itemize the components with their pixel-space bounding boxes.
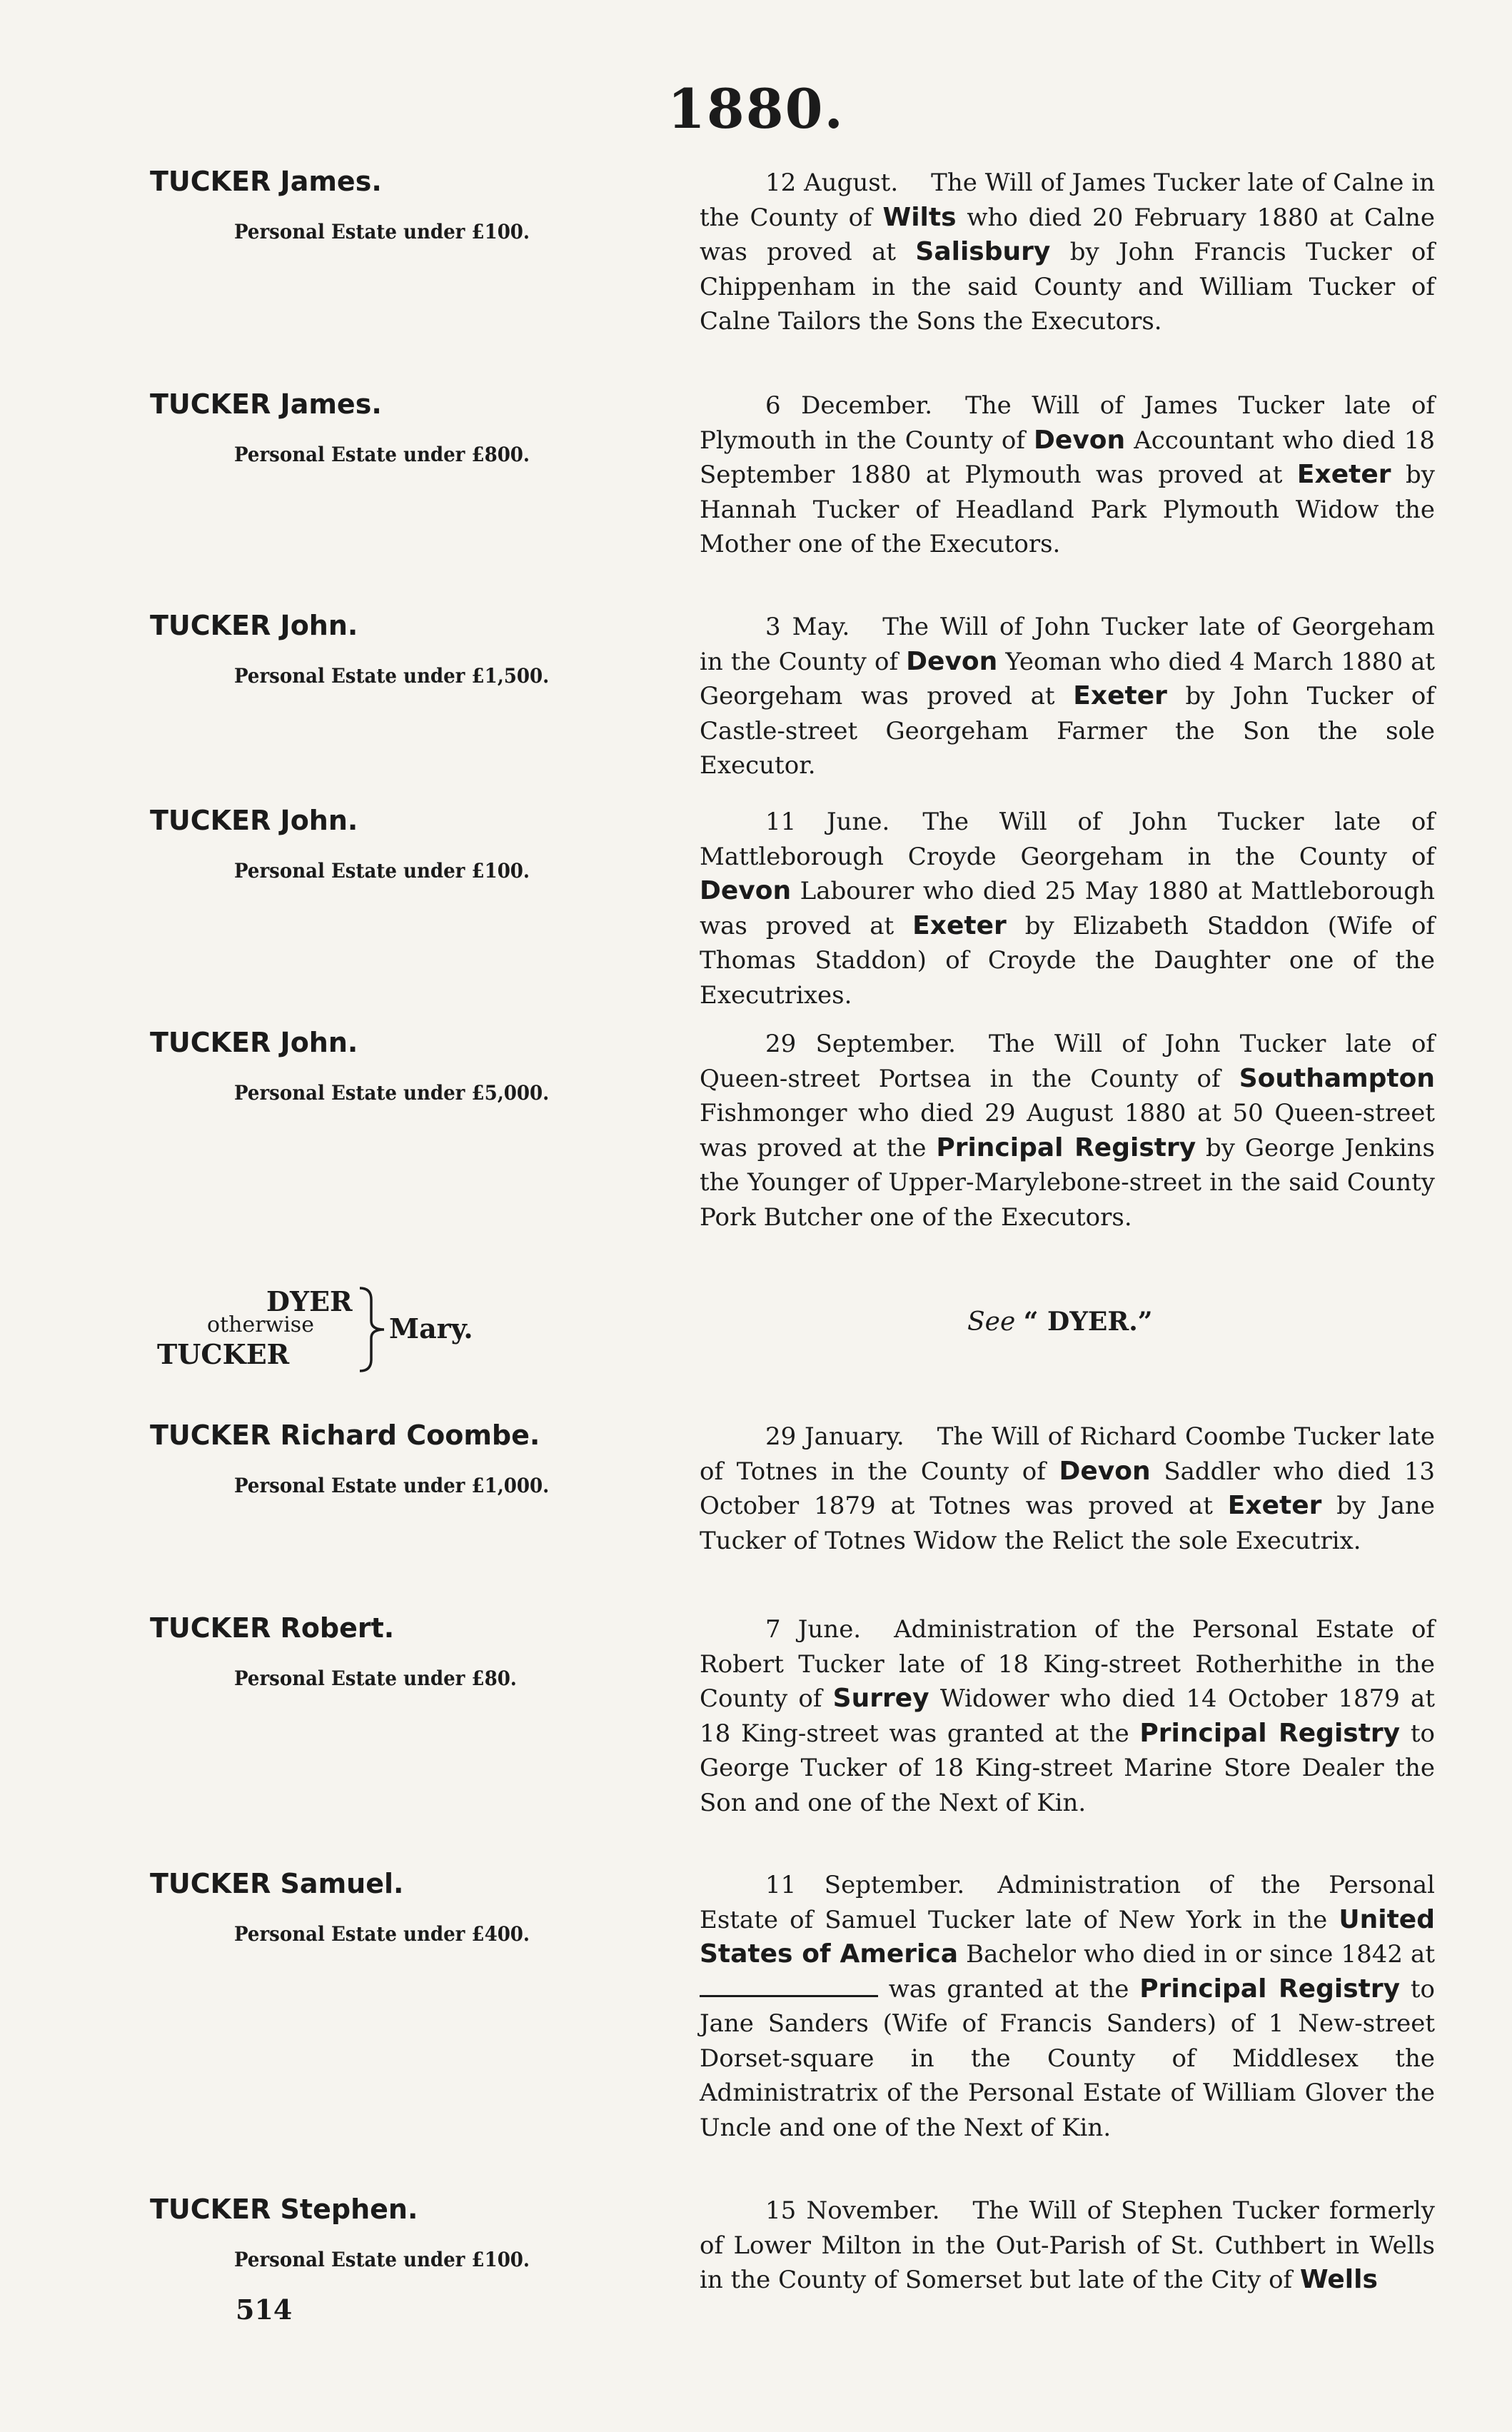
entry-place-name: Wells	[1299, 2265, 1378, 2294]
entry-text-run: Bachelor who died in or since 1842 at	[958, 1940, 1435, 1969]
see-target: “ DYER.”	[1023, 1307, 1153, 1337]
entry-place-name: Surrey	[832, 1684, 929, 1713]
entry-text-run: The Will of John Tucker late of Mattleborough Croyde Georgeham in the County of	[700, 808, 1435, 871]
entry-place-name: Salisbury	[915, 237, 1051, 266]
alias-surname-1: DYER	[266, 1285, 353, 1317]
entry-estate: Personal Estate under £100.	[234, 2248, 530, 2271]
entry-text-run: by George Jenkins the Younger of Upper-Marylebone-street in the said County Pork Butcher one of the Executors.	[700, 1133, 1436, 1232]
entry-text	[700, 610, 1435, 783]
entry-text-run: Saddler who died 13 October 1879 at Totnes was proved at	[700, 1457, 1435, 1520]
entry-estate: Personal Estate under £5,000.	[234, 1081, 550, 1105]
entry-name: TUCKER Robert.	[150, 1612, 395, 1644]
entry-name: TUCKER James.	[150, 166, 382, 197]
entry-date: 29 September.	[765, 1030, 956, 1058]
entry-text	[700, 166, 1435, 339]
entry-body	[700, 1030, 1435, 1232]
entry-text-run: by Hannah Tucker of Headland Park Plymouth Widow the Mother one of the Executors.	[700, 461, 1436, 558]
entry-estate: Personal Estate under £1,500.	[234, 664, 550, 688]
entry-name: TUCKER James.	[150, 388, 382, 420]
entry-text-run: to George Tucker of 18 King-street Marine Store Dealer the Son and one of the Next of Kin.	[700, 1719, 1435, 1817]
entry-text-run: who died 20 February 1880 at Calne was proved at	[700, 203, 1435, 266]
entry-text	[700, 1419, 1435, 1558]
entry-text-run: Labourer who died 25 May 1880 at Mattleborough was proved at	[700, 877, 1435, 940]
entry-estate: Personal Estate under £100.	[234, 220, 530, 243]
entry-text-run: The Will of John Tucker late of Queen-street Portsea in the County of	[700, 1030, 1435, 1093]
entry-place-name: United States of America	[700, 1904, 1435, 1969]
entry-estate: Personal Estate under £800.	[234, 443, 530, 466]
alias-otherwise: otherwise	[207, 1312, 314, 1337]
entry-place-name: Devon	[700, 876, 792, 905]
entry-date: 7 June.	[765, 1615, 862, 1644]
entry-body	[700, 808, 1435, 1010]
entry-name: TUCKER Samuel.	[150, 1868, 404, 1899]
entry-text-run: Yeoman who died 4 March 1880 at Georgeham was proved at	[700, 647, 1436, 710]
entry-text-run: Widower who died 14 October 1879 at 18 King-street was granted at the	[700, 1684, 1435, 1748]
entry-name: TUCKER John.	[150, 805, 358, 836]
entry-text	[700, 1612, 1435, 1820]
entry-text-run: by John Francis Tucker of Chippenham in the said County and William Tucker of Calne Tailors the Sons the Executors.	[700, 238, 1435, 336]
entry-text	[700, 388, 1435, 562]
entry-body	[700, 1615, 1435, 1817]
entry-place-name: Principal Registry	[936, 1132, 1196, 1162]
entry-text-run: The Will of James Tucker late of Plymouth in the County of	[700, 391, 1435, 455]
alias-given-name: Mary.	[389, 1312, 473, 1345]
entry-date: 11 September.	[765, 1871, 965, 1899]
entry-text	[700, 1868, 1435, 2145]
entry-estate: Personal Estate under £80.	[234, 1667, 517, 1690]
entry-text-run: Fishmonger who died 29 August 1880 at 50 Queen-street was proved at the	[700, 1099, 1435, 1162]
entry-date: 3 May.	[765, 613, 850, 641]
entry-text	[700, 805, 1435, 1013]
entry-name: TUCKER John.	[150, 610, 358, 641]
entry-text	[700, 2194, 1435, 2298]
entry-name: TUCKER Richard Coombe.	[150, 1419, 540, 1451]
entry-place-name: Devon	[1059, 1456, 1151, 1486]
entry-estate: Personal Estate under £1,000.	[234, 1474, 550, 1497]
entry-place-name: Principal Registry	[1139, 1974, 1401, 2004]
entry-name: TUCKER Stephen.	[150, 2194, 418, 2225]
entry-body	[700, 1871, 1435, 2142]
entry-estate: Personal Estate under £400.	[234, 1922, 530, 1946]
entry-date: 11 June.	[765, 808, 890, 836]
entry-date: 6 December.	[765, 391, 933, 420]
entry-place-name: Exeter	[1296, 460, 1391, 489]
entry-text-run: by Jane Tucker of Totnes Widow the Relict the sole Executrix.	[700, 1492, 1435, 1555]
see-label: See	[967, 1307, 1016, 1337]
entry-text-run: The Will of Stephen Tucker formerly of Lower Milton in the Out-Parish of St. Cuthbert in Wells in the County of Somerset but late of the City of	[700, 2196, 1435, 2294]
entry-date: 29 January.	[765, 1422, 904, 1451]
entry-text-run: Accountant who died 18 September 1880 at Plymouth was proved at	[700, 426, 1435, 489]
alias-surname-2: TUCKER	[157, 1338, 290, 1370]
page-number: 514	[236, 2293, 293, 2326]
entry-text-run: Administration of the Personal Estate of Samuel Tucker late of New York in the	[700, 1871, 1435, 1934]
entry-text-run: by John Tucker of Castle-street Georgeham Farmer the Son the sole Executor.	[700, 682, 1435, 780]
entry-text-run: The Will of James Tucker late of Calne in the County of	[700, 169, 1435, 232]
entry-place-name: Principal Registry	[1139, 1718, 1401, 1748]
entry-name: TUCKER John.	[150, 1027, 358, 1058]
blank-line	[700, 1975, 878, 1997]
entry-text	[700, 1027, 1435, 1235]
entry-date: 12 August.	[765, 169, 899, 197]
entry-place-name: Devon	[1034, 425, 1126, 455]
entry-place-name: Exeter	[912, 910, 1007, 940]
entry-text-run: was granted at the	[878, 1974, 1140, 2004]
alias-block	[157, 1285, 585, 1371]
entry-text-run: The Will of John Tucker late of Georgeham in the County of	[700, 613, 1435, 676]
brace-icon	[357, 1285, 388, 1374]
entry-date: 15 November.	[765, 2196, 940, 2225]
page-year: 1880.	[667, 77, 845, 141]
entry-place-name: Southampton	[1239, 1063, 1435, 1093]
entry-text-run: by Elizabeth Staddon (Wife of Thomas Staddon) of Croyde the Daughter one of the Executrixes.	[700, 911, 1435, 1010]
entry-place-name: Exeter	[1073, 681, 1167, 710]
entry-text-run: The Will of Richard Coombe Tucker late of Totnes in the County of	[700, 1422, 1435, 1486]
entry-place-name: Exeter	[1227, 1491, 1322, 1520]
see-reference	[967, 1307, 1153, 1337]
entry-place-name: Devon	[906, 646, 998, 676]
entry-text-run: Administration of the Personal Estate of Robert Tucker late of 18 King-street Rotherhithe in the County of	[700, 1615, 1435, 1713]
entry-place-name: Wilts	[882, 202, 957, 232]
entry-estate: Personal Estate under £100.	[234, 859, 530, 883]
entry-text-run: to Jane Sanders (Wife of Francis Sanders) of 1 New-street Dorset-square in the County of Middlesex the Administratrix of the Personal Estate of William Glover the Uncle and one of the Next of Kin.	[700, 1974, 1435, 2142]
